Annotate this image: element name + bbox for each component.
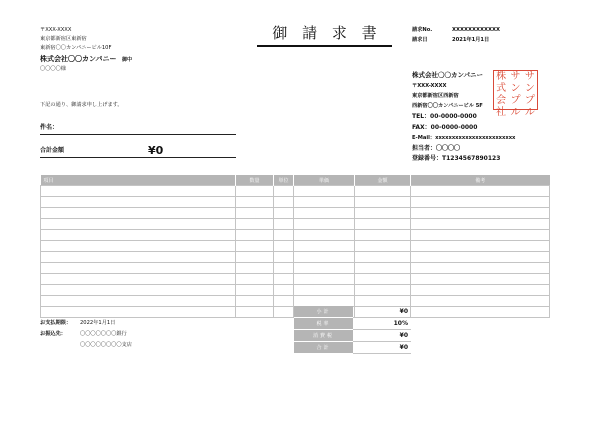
table-cell: [274, 296, 294, 307]
table-cell: [41, 263, 236, 274]
table-cell: [355, 263, 411, 274]
table-cell: [355, 241, 411, 252]
consumption-tax-row: [294, 330, 411, 342]
table-row: [41, 230, 550, 241]
table-cell: [355, 186, 411, 197]
company-seal-stamp: [493, 70, 538, 118]
table-cell: [411, 252, 550, 263]
totals-table: [294, 306, 411, 354]
customer-address-line2: 東新宿〇〇カンパニービル10F: [40, 45, 112, 51]
table-cell: [294, 208, 355, 219]
column-header-remarks: 備考: [411, 175, 550, 186]
customer-company: [40, 55, 132, 65]
table-row: [41, 263, 550, 274]
customer-address-line1: 東京都新宿区東新宿: [40, 36, 87, 42]
table-row: [41, 285, 550, 296]
seal-char: 式: [496, 83, 507, 94]
table-cell: [41, 208, 236, 219]
issuer-postal: 〒XXX-XXXX: [412, 83, 447, 89]
table-cell: [274, 186, 294, 197]
customer-company-name: 株式会社〇〇カンパニー: [40, 55, 117, 63]
table-cell: [41, 219, 236, 230]
table-cell: [274, 241, 294, 252]
issuer-tel: TEL：00-0000-0000: [412, 113, 477, 120]
grand-total-row: [294, 342, 411, 354]
table-row: [41, 208, 550, 219]
column-header-quantity: 数量: [236, 175, 274, 186]
table-cell: [411, 296, 550, 307]
seal-char: 株: [496, 71, 507, 82]
document-title: 御 請 求 書: [272, 24, 382, 42]
issuer-email: E-Mail：xxxxxxxxxxxxxxxxxxxxxxxx: [412, 135, 516, 141]
greeting-text: 下記の通り、御請求申し上げます。: [40, 102, 123, 108]
table-cell: [236, 208, 274, 219]
bank-branch-value: 〇〇〇〇〇〇〇〇支店: [80, 342, 132, 348]
issuer-registration-number: 登録番号：T1234567890123: [412, 155, 501, 162]
table-cell: [411, 197, 550, 208]
table-cell: [294, 296, 355, 307]
table-cell: [236, 263, 274, 274]
table-row: [41, 186, 550, 197]
table-cell: [41, 274, 236, 285]
consumption-tax-label: 消費税: [294, 330, 353, 342]
table-cell: [236, 285, 274, 296]
seal-char: ル: [510, 107, 521, 118]
bank-account-label: お振込先：: [40, 331, 66, 337]
total-amount-value: ¥0: [148, 144, 164, 157]
title-underline: [257, 45, 392, 47]
table-cell: [411, 230, 550, 241]
table-cell: [236, 241, 274, 252]
issuer-company: 株式会社〇〇カンパニー: [412, 71, 484, 79]
table-cell: [41, 252, 236, 263]
table-cell: [355, 230, 411, 241]
table-cell: [274, 252, 294, 263]
table-cell: [274, 274, 294, 285]
column-header-unit: 単位: [274, 175, 294, 186]
tax-rate-value: 10%: [353, 318, 411, 330]
table-cell: [294, 219, 355, 230]
table-cell: [355, 285, 411, 296]
table-cell: [236, 307, 274, 318]
table-cell: [274, 263, 294, 274]
invoice-number-value: XXXXXXXXXXXX: [452, 27, 500, 33]
issuer-address-line1: 東京都新宿区西新宿: [412, 93, 459, 99]
table-cell: [411, 274, 550, 285]
table-cell: [411, 263, 550, 274]
table-cell: [274, 197, 294, 208]
table-cell: [294, 263, 355, 274]
table-row: [41, 241, 550, 252]
table-row: [41, 252, 550, 263]
table-cell: [41, 230, 236, 241]
table-cell: [294, 197, 355, 208]
payment-due-label: お支払期限：: [40, 320, 72, 326]
customer-person: 〇〇〇〇様: [40, 66, 66, 72]
table-cell: [411, 307, 550, 318]
tax-rate-row: [294, 318, 411, 330]
seal-char: ル: [524, 107, 535, 118]
seal-char: ン: [524, 83, 535, 94]
seal-char: 会: [496, 95, 507, 106]
total-underline: [40, 157, 236, 158]
table-cell: [355, 197, 411, 208]
table-cell: [41, 296, 236, 307]
table-cell: [294, 186, 355, 197]
table-cell: [294, 241, 355, 252]
issuer-person: 担当者：〇〇〇〇: [412, 145, 461, 152]
table-cell: [274, 285, 294, 296]
bank-name-value: 〇〇〇〇〇〇〇銀行: [80, 331, 127, 337]
customer-company-suffix: 御中: [121, 57, 132, 63]
table-row: [41, 274, 550, 285]
consumption-tax-value: ¥0: [353, 330, 411, 342]
table-cell: [236, 274, 274, 285]
column-header-unit-price: 単価: [294, 175, 355, 186]
table-cell: [355, 252, 411, 263]
table-cell: [355, 219, 411, 230]
seal-char: ン: [510, 83, 521, 94]
table-cell: [355, 296, 411, 307]
table-cell: [411, 208, 550, 219]
total-amount-label: 合計金額: [40, 147, 65, 154]
table-cell: [236, 186, 274, 197]
customer-postal: 〒XXX-XXXX: [40, 27, 72, 33]
table-cell: [411, 186, 550, 197]
seal-char: プ: [524, 95, 535, 106]
table-cell: [355, 274, 411, 285]
table-cell: [274, 219, 294, 230]
table-row: [41, 219, 550, 230]
subtotal-value: ¥0: [353, 306, 411, 318]
table-cell: [41, 307, 236, 318]
table-cell: [236, 296, 274, 307]
tax-rate-label: 税率: [294, 318, 353, 330]
table-cell: [274, 230, 294, 241]
table-cell: [411, 241, 550, 252]
table-cell: [294, 230, 355, 241]
table-cell: [41, 241, 236, 252]
subtotal-label: 小計: [294, 306, 353, 318]
table-cell: [294, 252, 355, 263]
table-cell: [411, 219, 550, 230]
table-cell: [274, 208, 294, 219]
table-cell: [411, 285, 550, 296]
table-cell: [41, 186, 236, 197]
column-header-item: 項目: [41, 175, 236, 186]
table-cell: [41, 197, 236, 208]
table-cell: [355, 208, 411, 219]
table-cell: [294, 285, 355, 296]
line-items-table: [40, 175, 550, 318]
subject-label: 件名：: [40, 124, 59, 131]
table-row: [41, 197, 550, 208]
table-cell: [236, 252, 274, 263]
table-cell: [236, 219, 274, 230]
seal-char: 社: [496, 107, 507, 118]
issuer-fax: FAX：00-0000-0000: [412, 124, 478, 131]
invoice-date-label: 請求日: [412, 37, 428, 43]
seal-char: サ: [510, 71, 521, 82]
column-header-amount: 金額: [355, 175, 411, 186]
seal-char: サ: [524, 71, 535, 82]
table-header-row: [41, 175, 550, 186]
issuer-address-line2: 西新宿〇〇カンパニービル 5F: [412, 103, 483, 109]
table-cell: [41, 285, 236, 296]
invoice-number-label: 請求No.: [412, 27, 433, 33]
table-cell: [294, 274, 355, 285]
seal-char: プ: [510, 95, 521, 106]
table-cell: [236, 197, 274, 208]
payment-due-value: 2022年1月1日: [80, 320, 116, 326]
table-cell: [236, 230, 274, 241]
table-cell: [274, 307, 294, 318]
grand-total-label: 合計: [294, 342, 353, 354]
subject-underline: [40, 134, 236, 135]
subtotal-row: [294, 306, 411, 318]
invoice-date-value: 2021年1月1日: [452, 37, 490, 43]
table-row: [41, 296, 550, 307]
grand-total-value: ¥0: [353, 342, 411, 354]
